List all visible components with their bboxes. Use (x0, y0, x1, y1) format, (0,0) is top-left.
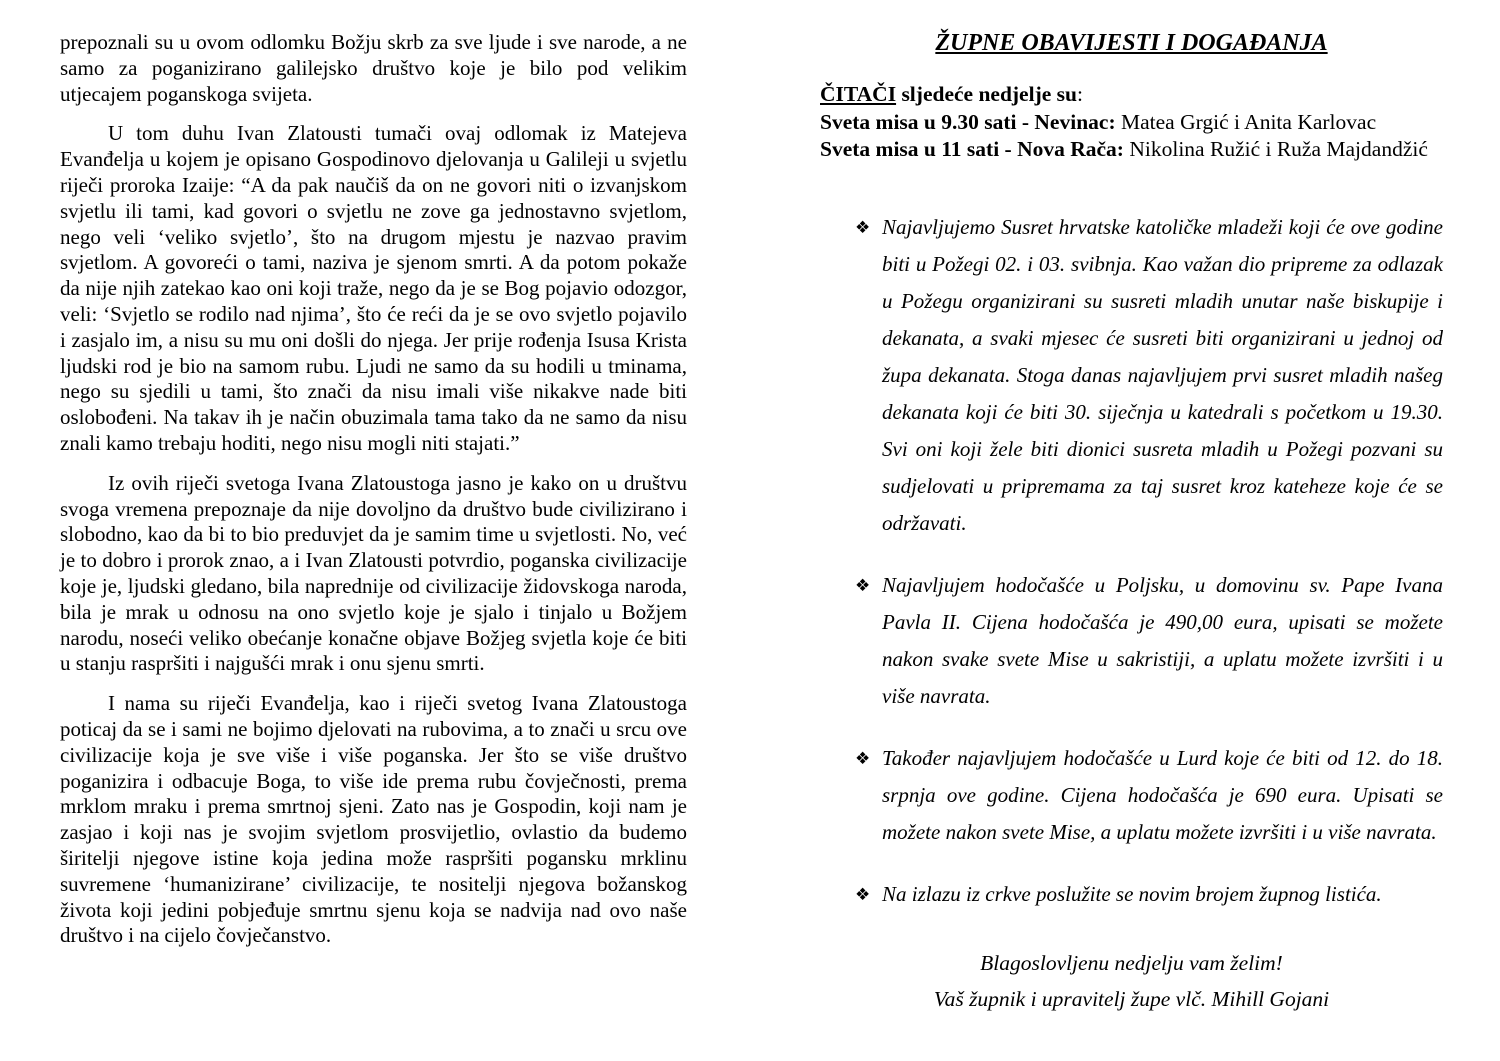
announcement-list (855, 209, 1443, 913)
announcement-item (855, 876, 1443, 913)
readers-heading (820, 81, 1443, 109)
mass-time-label: Sveta misa u 9.30 sati - Nevinac: (820, 109, 1116, 134)
reader-names: Matea Grgić i Anita Karlovac (1115, 109, 1377, 134)
diamond-bullet-icon: ❖ (855, 217, 871, 238)
page-title (820, 30, 1443, 57)
announcement-text: Najavljujemo Susret hrvatske katoličke mladeži koji će ove godine biti u Požegi 02. i 03. svibnja. Kao važan dio pripreme za odlazak u Požegu organizirani su susreti mladih unutar naše biskupije i dekanata, a svaki mjesec će susreti biti organizirani u jednoj od župa dekanata. Stoga danas najavljujem prvi susret mladih našeg dekanata koji će biti 30. siječnja u katedrali s početkom u 19.30. Svi oni koji žele biti dionici susreta mladih u Požegi pozvani su sudjelovati u pripremama za taj susret kroz kateheze koje će se održavati. (882, 214, 1443, 535)
readers-heading-colon: : (1076, 82, 1083, 106)
page-title-text: ŽUPNE OBAVIJESTI I DOGAĐANJA (935, 30, 1328, 56)
diamond-bullet-icon: ❖ (855, 884, 871, 905)
mass-time-label: Sveta misa u 11 sati - Nova Rača: (820, 137, 1124, 161)
announcement-item (855, 209, 1443, 542)
closing-blessing (820, 945, 1443, 1017)
announcement-text: Najavljujem hodočašće u Poljsku, u domovinu sv. Pape Ivana Pavla II. Cijena hodočašća je 490,00 eura, upisati se možete nakon svake svete Mise u sakristiji, a uplatu možete izvršiti i u više navrata. (882, 572, 1443, 708)
paragraph: U tom duhu Ivan Zlatousti tumači ovaj odlomak iz Matejeva Evanđelja u kojem je opisano Gospodinovo djelovanja u Galileji u svjetlu riječi proroka Izaije: “A da pak naučiš da on ne govori niti o izvanjskom svjetlu ili tami, kad govori o svjetlu ne zove ga jednostavno svjetlom, nego veli ‘veliko svjetlo’, što na drugom mjestu je nazvao pravim svjetlom. A govoreći o tami, naziva je sjenom smrti. A da potom pokaže da nije njih zatekao kao oni koji traže, nego da je se Bog pojavio odozgor, veli: ‘Svjetlo se rodilo nad njima’, što će reći da je se ovo svjetlo pojavilo i zasjalo im, a nisu su mu oni došli do njega. Jer prije rođenja Isusa Krista ljudski rod je bio na samom rubu. Ljudi ne samo da su hodili u tminama, nego su sjedili u tami, što znači da nisu imali više nikakve nade biti oslobođeni. Na takav ih je način obuzimala tama tako da ne samo da nisu znali kamo trebaju hoditi, nego nisu mogli niti stajati.” (60, 121, 687, 455)
diamond-bullet-icon: ❖ (855, 748, 871, 769)
paragraph: Iz ovih riječi svetoga Ivana Zlatoustoga jasno je kako on u društvu svoga vremena prepoznaje da nije dovoljno da društvo bude civilizirano i slobodno, kao da bi to bio preduvjet da je samim time u svjetlosti. No, već je to dobro i prorok znao, a i Ivan Zlatousti potvrdio, poganska civilizacije koje je, ljudski gledano, bila naprednije od civilizacije židovskoga naroda, bila je mrak u odnosu na ono svjetlo koje je sjalo i tinjalo u Božjem narodu, noseći veliko obećanje konačne objave Božjeg svjetla koje će biti u stanju raspršiti i najgušći mrak i onu sjenu smrti. (60, 470, 687, 676)
diamond-bullet-icon: ❖ (855, 575, 871, 596)
mass-schedule-line (820, 109, 1443, 137)
signature-line: Vaš župnik i upravitelj župe vlč. Mihill Gojani (933, 986, 1330, 1011)
mass-schedule-line (820, 136, 1443, 164)
announcement-text: Također najavljujem hodočašće u Lurd koje će biti od 12. do 18. srpnja ove godine. Cijena hodočašća je 690 eura. Upisati se možete nakon svete Mise, a uplatu možete izvršiti i u više navrata. (882, 745, 1443, 844)
readers-section (820, 81, 1443, 164)
paragraph: I nama su riječi Evanđelja, kao i riječi svetog Ivana Zlatoustoga poticaj da se i sami ne bojimo djelovati na rubovima, a to znači u srcu ove civilizacije koja je sve više i više poganska. Jer što se više društvo poganizira i odbacuje Boga, to više ide prema rubu čovječnosti, prema mrklom mraku i prema smrtnoj sjeni. Zato nas je Gospodin, koji nam je zasjao i koji nas je svojim svjetlom prosvijetlio, ovlastio da budemo širitelji njegove istine koja jedina može raspršiti pogansku mrklinu suvremene ‘humanizirane’ civilizacije, te nositelji njegova božanskog života koji jedini pobjeđuje smrtnu sjenu koja se nadvija nad ovo naše društvo i na cijelo čovječanstvo. (60, 691, 687, 948)
paragraph: prepoznali su u ovom odlomku Božju skrb za sve ljude i sve narode, a ne samo za poganizirano galilejsko društvo koje je bilo pod velikim utjecajem poganskoga svijeta. (60, 30, 687, 106)
left-column (60, 30, 687, 963)
blessing-line: Blagoslovljenu nedjelju vam želim! (980, 950, 1283, 975)
reader-names: Nikolina Ružić i Ruža Majdandžić (1123, 137, 1428, 161)
announcement-text: Na izlazu iz crkve poslužite se novim brojem župnog listića. (882, 881, 1382, 906)
announcement-item (855, 567, 1443, 715)
readers-heading-word: ČITAČI (820, 82, 897, 106)
readers-heading-rest: sljedeće nedjelje su (896, 82, 1077, 106)
right-column (820, 30, 1443, 1017)
announcement-item (855, 740, 1443, 851)
